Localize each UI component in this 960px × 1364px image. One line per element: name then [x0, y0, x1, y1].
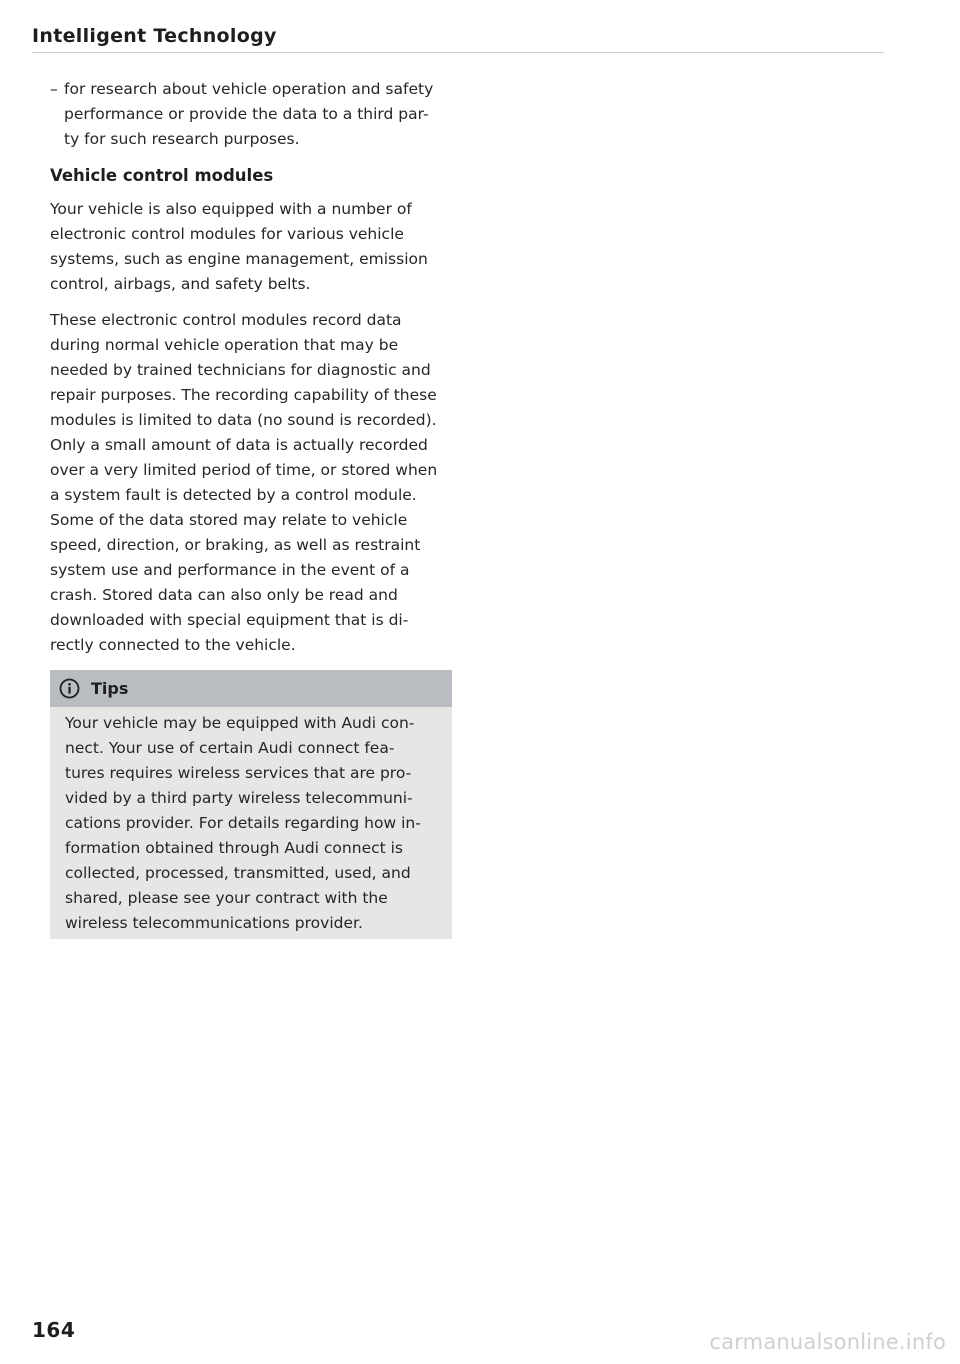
running-header-title: Intelligent Technology	[32, 25, 277, 47]
bullet-dash: –	[50, 80, 58, 98]
tips-label: Tips	[91, 679, 129, 698]
page-number: 164	[32, 1318, 76, 1342]
section-heading-vehicle-control-modules: Vehicle control modules	[50, 166, 274, 185]
header-divider	[32, 52, 884, 53]
paragraph-modules-recording: These electronic control modules record data during normal vehicle operation that may be needed by trained technicians for diagnostic and repair purposes. The recording capability of these modules is limited to data (no sound is recorded). Only a small amount of data is actually recorded over a very limited period of time, or stored when a system fault is detected by a control module. Some of the data stored may relate to vehicle speed, direction, or braking, as well as restraint system use and performance in the event of a crash. Stored data can also only be read and downloaded with special equipment that is di- rectly connected to the vehicle.	[50, 311, 438, 654]
paragraph-modules-intro: Your vehicle is also equipped with a number of electronic control modules for various vehicle systems, such as engine management, emission control, airbags, and safety belts.	[50, 200, 428, 293]
tips-header	[50, 670, 452, 707]
info-icon	[59, 678, 80, 699]
tips-box	[50, 670, 452, 939]
main-text-column	[50, 77, 452, 939]
tips-body-text: Your vehicle may be equipped with Audi con- nect. Your use of certain Audi connect fea- tures requires wireless services that are pro- vided by a third party wireless telecommuni- cations provider. For details regarding how in- formation obtained through Audi connect is collected, processed, transmitted, used, and shared, please see your contract with the wireless telecommunications provider.	[65, 714, 421, 932]
bullet-text: for research about vehicle operation and safety performance or provide the data to a third par- ty for such research purposes.	[64, 80, 434, 148]
watermark: carmanualsonline.info	[709, 1330, 946, 1354]
bullet-list-item	[50, 77, 452, 152]
